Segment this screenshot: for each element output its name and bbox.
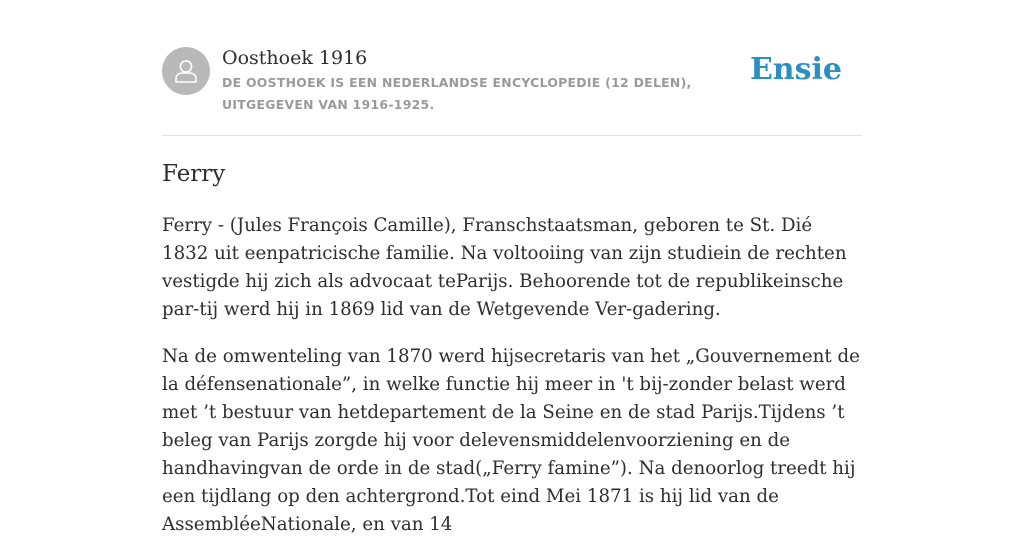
source-title[interactable]: Oosthoek 1916 — [222, 47, 368, 69]
article-body — [162, 212, 862, 558]
ensie-logo[interactable]: Ensie — [749, 52, 842, 87]
article-title: Ferry — [162, 161, 226, 187]
source-description: DE OOSTHOEK IS EEN NEDERLANDSE ENCYCLOPEDIE (12 DELEN), UITGEGEVEN VAN 1916-1925. — [222, 75, 692, 112]
source-header — [162, 46, 862, 136]
article-paragraph: Ferry - (Jules François Camille), Franschstaatsman, geboren te St. Dié 1832 uit eenpatricische familie. Na voltooiing van zijn studiein de rechten vestigde hij zich als advocaat teParijs. Behoorende tot de republikeinsche par-tij werd hij in 1869 lid van de Wetgevende Ver-gadering. — [162, 215, 847, 320]
header-divider — [162, 135, 862, 136]
avatar[interactable] — [162, 47, 210, 95]
article-paragraph: Na de omwenteling van 1870 werd hijsecretaris van het „Gouvernement de la défensenationale”, in welke functie hij meer in 't bij-zonder belast werd met ’t bestuur van hetdepartement de la Seine en de stad Parijs.Tijdens ’t beleg van Parijs zorgde hij voor delevensmiddelenvoorziening en de handhavingvan de orde in de stad(„Ferry famine”). Na denoorlog treedt hij een tijdlang op den achtergrond.Tot eind Mei 1871 is hij lid van de AssembléeNationale, en van 14 — [162, 346, 860, 535]
user-icon — [171, 56, 201, 86]
